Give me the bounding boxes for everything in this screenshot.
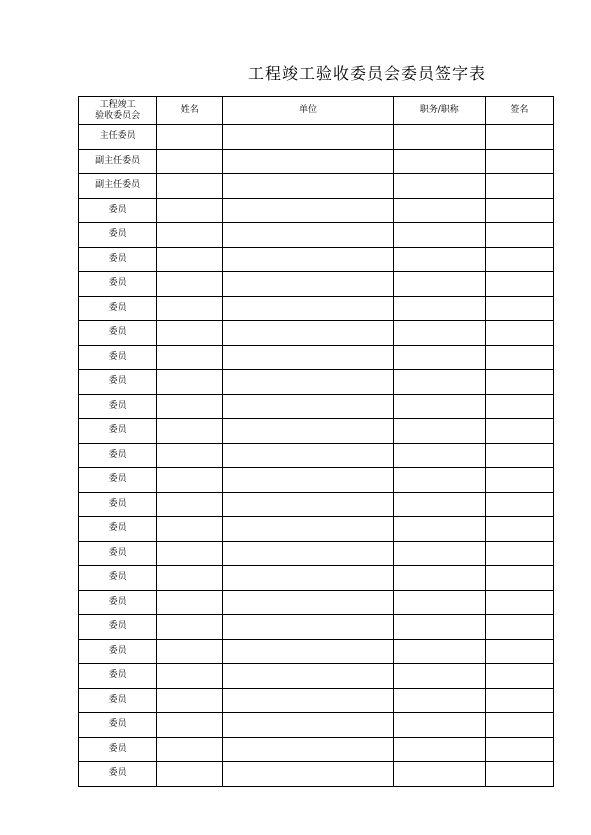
name-cell[interactable] — [157, 370, 223, 395]
position-cell[interactable] — [393, 198, 485, 223]
position-cell[interactable] — [393, 492, 485, 517]
name-cell[interactable] — [157, 174, 223, 199]
position-cell[interactable] — [393, 566, 485, 591]
position-cell[interactable] — [393, 272, 485, 297]
signature-cell[interactable] — [485, 247, 553, 272]
role-cell: 委员 — [79, 443, 157, 468]
signature-cell[interactable] — [485, 541, 553, 566]
name-cell[interactable] — [157, 713, 223, 738]
table-row — [79, 664, 554, 689]
unit-cell[interactable] — [223, 639, 393, 664]
unit-cell[interactable] — [223, 492, 393, 517]
signature-cell[interactable] — [485, 419, 553, 444]
role-cell: 委员 — [79, 664, 157, 689]
role-cell: 副主任委员 — [79, 149, 157, 174]
position-cell[interactable] — [393, 296, 485, 321]
role-cell: 委员 — [79, 370, 157, 395]
page-title — [0, 62, 591, 86]
table-row — [79, 468, 554, 493]
name-cell[interactable] — [157, 345, 223, 370]
unit-cell[interactable] — [223, 615, 393, 640]
unit-cell[interactable] — [223, 394, 393, 419]
table-row — [79, 247, 554, 272]
header-unit: 单位 — [223, 97, 393, 125]
role-cell: 委员 — [79, 639, 157, 664]
signature-cell[interactable] — [485, 149, 553, 174]
role-cell: 委员 — [79, 419, 157, 444]
signature-cell[interactable] — [485, 492, 553, 517]
unit-cell[interactable] — [223, 149, 393, 174]
unit-cell[interactable] — [223, 713, 393, 738]
name-cell[interactable] — [157, 517, 223, 542]
name-cell[interactable] — [157, 664, 223, 689]
signature-cell[interactable] — [485, 615, 553, 640]
header-committee — [79, 97, 157, 125]
name-cell[interactable] — [157, 223, 223, 248]
table-row — [79, 198, 554, 223]
table-row — [79, 688, 554, 713]
position-cell[interactable] — [393, 370, 485, 395]
table-row — [79, 149, 554, 174]
position-cell[interactable] — [393, 664, 485, 689]
signature-cell[interactable] — [485, 566, 553, 591]
signature-cell[interactable] — [485, 664, 553, 689]
name-cell[interactable] — [157, 639, 223, 664]
position-cell[interactable] — [393, 639, 485, 664]
table-row — [79, 223, 554, 248]
name-cell[interactable] — [157, 149, 223, 174]
role-cell: 委员 — [79, 492, 157, 517]
table-row — [79, 272, 554, 297]
name-cell[interactable] — [157, 394, 223, 419]
role-cell: 委员 — [79, 517, 157, 542]
signature-cell[interactable] — [485, 517, 553, 542]
unit-cell[interactable] — [223, 419, 393, 444]
signature-cell[interactable] — [485, 394, 553, 419]
unit-cell[interactable] — [223, 321, 393, 346]
table-row — [79, 639, 554, 664]
signature-cell[interactable] — [485, 198, 553, 223]
unit-cell[interactable] — [223, 296, 393, 321]
position-cell[interactable] — [393, 174, 485, 199]
name-cell[interactable] — [157, 198, 223, 223]
position-cell[interactable] — [393, 125, 485, 150]
signature-cell[interactable] — [485, 443, 553, 468]
header-name: 姓名 — [157, 97, 223, 125]
signature-cell[interactable] — [485, 174, 553, 199]
table-row — [79, 566, 554, 591]
signature-cell[interactable] — [485, 223, 553, 248]
title-text: 工程竣工验收委员会委员签字表 — [248, 64, 487, 83]
table-row — [79, 443, 554, 468]
table-row — [79, 345, 554, 370]
unit-cell[interactable] — [223, 247, 393, 272]
header-row — [79, 97, 554, 125]
name-cell[interactable] — [157, 321, 223, 346]
position-cell[interactable] — [393, 737, 485, 762]
table-row — [79, 419, 554, 444]
header-signature: 签名 — [485, 97, 553, 125]
signature-cell[interactable] — [485, 370, 553, 395]
table-row — [79, 370, 554, 395]
unit-cell[interactable] — [223, 517, 393, 542]
signature-cell[interactable] — [485, 345, 553, 370]
signature-cell[interactable] — [485, 713, 553, 738]
role-cell: 委员 — [79, 688, 157, 713]
role-cell: 委员 — [79, 566, 157, 591]
table-row — [79, 517, 554, 542]
position-cell[interactable] — [393, 223, 485, 248]
table-row — [79, 615, 554, 640]
unit-cell[interactable] — [223, 198, 393, 223]
role-cell: 委员 — [79, 321, 157, 346]
table-row — [79, 541, 554, 566]
role-cell: 委员 — [79, 223, 157, 248]
table-row — [79, 737, 554, 762]
unit-cell[interactable] — [223, 345, 393, 370]
table-row — [79, 492, 554, 517]
name-cell[interactable] — [157, 566, 223, 591]
unit-cell[interactable] — [223, 272, 393, 297]
name-cell[interactable] — [157, 272, 223, 297]
unit-cell[interactable] — [223, 125, 393, 150]
header-committee-line1: 工程竣工 — [99, 99, 136, 110]
table-row — [79, 321, 554, 346]
role-cell: 委员 — [79, 247, 157, 272]
position-cell[interactable] — [393, 247, 485, 272]
table-row — [79, 713, 554, 738]
signature-cell[interactable] — [485, 688, 553, 713]
signature-table — [78, 96, 554, 787]
name-cell[interactable] — [157, 541, 223, 566]
position-cell[interactable] — [393, 590, 485, 615]
position-cell[interactable] — [393, 345, 485, 370]
position-cell[interactable] — [393, 541, 485, 566]
role-cell: 委员 — [79, 345, 157, 370]
signature-cell[interactable] — [485, 737, 553, 762]
name-cell[interactable] — [157, 615, 223, 640]
role-cell: 委员 — [79, 615, 157, 640]
name-cell[interactable] — [157, 737, 223, 762]
table-row — [79, 590, 554, 615]
table-row — [79, 125, 554, 150]
role-cell: 委员 — [79, 713, 157, 738]
unit-cell[interactable] — [223, 664, 393, 689]
position-cell[interactable] — [393, 468, 485, 493]
role-cell: 委员 — [79, 590, 157, 615]
role-cell: 委员 — [79, 394, 157, 419]
position-cell[interactable] — [393, 762, 485, 787]
unit-cell[interactable] — [223, 541, 393, 566]
signature-cell[interactable] — [485, 125, 553, 150]
position-cell[interactable] — [393, 517, 485, 542]
signature-cell[interactable] — [485, 468, 553, 493]
signature-cell[interactable] — [485, 639, 553, 664]
name-cell[interactable] — [157, 762, 223, 787]
table-row — [79, 762, 554, 787]
unit-cell[interactable] — [223, 737, 393, 762]
name-cell[interactable] — [157, 443, 223, 468]
position-cell[interactable] — [393, 713, 485, 738]
signature-cell[interactable] — [485, 590, 553, 615]
signature-cell[interactable] — [485, 321, 553, 346]
role-cell: 委员 — [79, 541, 157, 566]
role-cell: 副主任委员 — [79, 174, 157, 199]
name-cell[interactable] — [157, 492, 223, 517]
role-cell: 委员 — [79, 737, 157, 762]
role-cell: 委员 — [79, 198, 157, 223]
name-cell[interactable] — [157, 419, 223, 444]
name-cell[interactable] — [157, 125, 223, 150]
role-cell: 委员 — [79, 468, 157, 493]
table-row — [79, 394, 554, 419]
signature-cell[interactable] — [485, 272, 553, 297]
unit-cell[interactable] — [223, 370, 393, 395]
name-cell[interactable] — [157, 688, 223, 713]
signature-cell[interactable] — [485, 296, 553, 321]
position-cell[interactable] — [393, 443, 485, 468]
unit-cell[interactable] — [223, 174, 393, 199]
position-cell[interactable] — [393, 688, 485, 713]
position-cell[interactable] — [393, 321, 485, 346]
position-cell[interactable] — [393, 394, 485, 419]
unit-cell[interactable] — [223, 223, 393, 248]
role-cell: 委员 — [79, 296, 157, 321]
position-cell[interactable] — [393, 419, 485, 444]
table-row — [79, 296, 554, 321]
role-cell: 委员 — [79, 272, 157, 297]
position-cell[interactable] — [393, 149, 485, 174]
unit-cell[interactable] — [223, 590, 393, 615]
name-cell[interactable] — [157, 590, 223, 615]
unit-cell[interactable] — [223, 566, 393, 591]
role-cell: 主任委员 — [79, 125, 157, 150]
position-cell[interactable] — [393, 615, 485, 640]
signature-cell[interactable] — [485, 762, 553, 787]
name-cell[interactable] — [157, 247, 223, 272]
header-committee-line2: 验收委员会 — [95, 110, 141, 121]
unit-cell[interactable] — [223, 762, 393, 787]
table-row — [79, 174, 554, 199]
unit-cell[interactable] — [223, 468, 393, 493]
unit-cell[interactable] — [223, 443, 393, 468]
unit-cell[interactable] — [223, 688, 393, 713]
header-position: 职务/职称 — [393, 97, 485, 125]
role-cell: 委员 — [79, 762, 157, 787]
name-cell[interactable] — [157, 468, 223, 493]
name-cell[interactable] — [157, 296, 223, 321]
